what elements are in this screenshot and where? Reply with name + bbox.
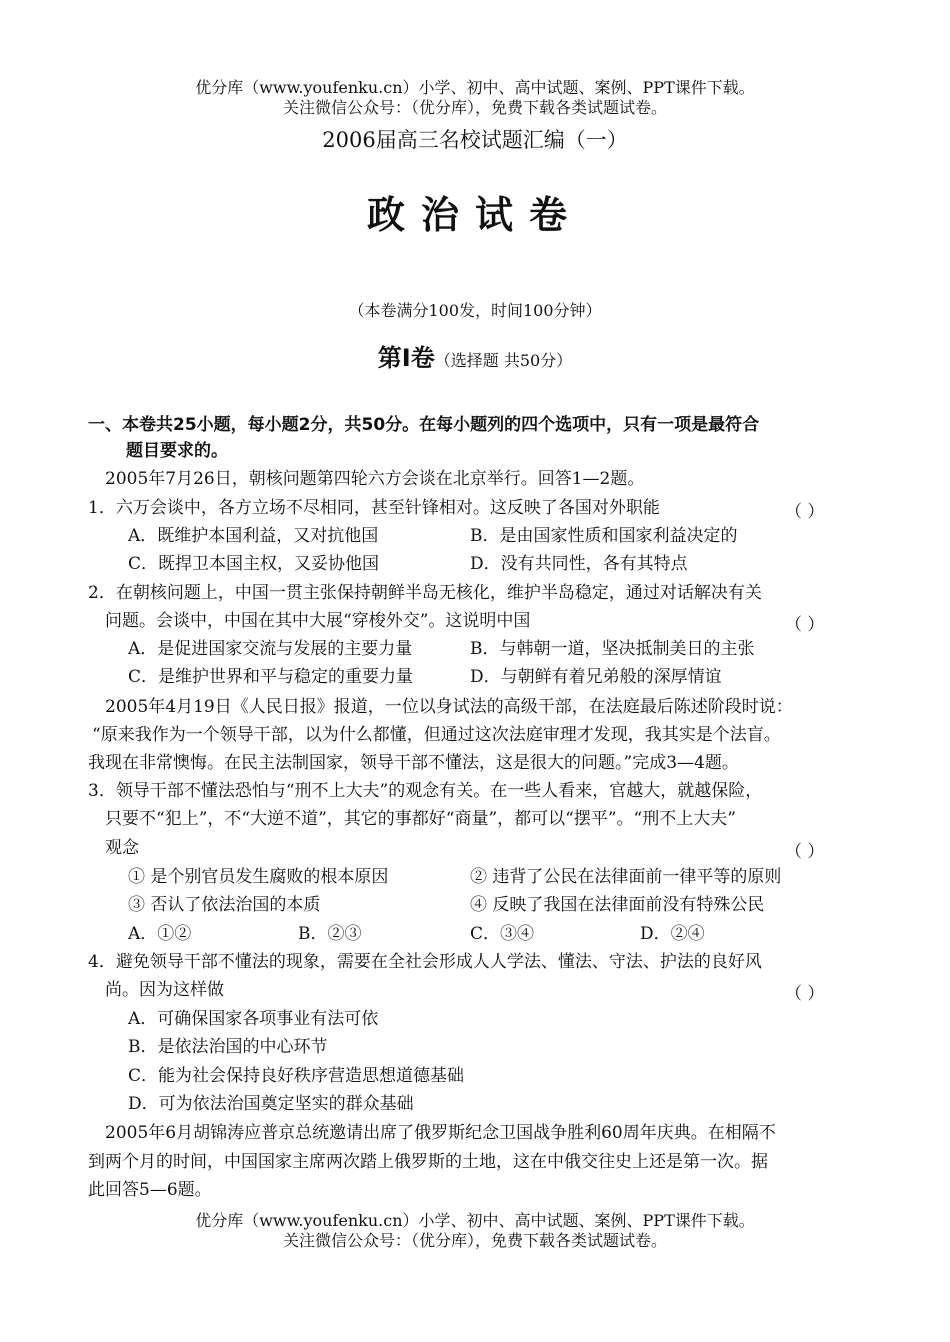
q2-option-b: B．与韩朝一道，坚决抵制美日的主张 — [470, 639, 755, 659]
q3-option-b: B．②③ — [298, 924, 362, 944]
q4-answer-box: （ ） — [785, 984, 825, 1004]
q2-option-a: A．是促进国家交流与发展的主要力量 — [128, 639, 413, 659]
q1-option-b: B．是由国家性质和国家利益决定的 — [470, 526, 738, 546]
context-3-line-1: 2005年6月胡锦涛应普京总统邀请出席了俄罗斯纪念卫国战争胜利60周年庆典。在相隔不 — [105, 1123, 776, 1143]
q2-option-d: D．与朝鲜有着兄弟般的深厚情谊 — [470, 667, 722, 687]
q3-stem-3: 观念 — [105, 838, 139, 858]
q1-option-c: C．既捍卫本国主权，又妥协他国 — [128, 554, 380, 574]
exam-title: 2006届高三名校试题汇编（一） — [322, 128, 628, 152]
q2-stem-2: 问题。会谈中，中国在其中大展“穿梭外交”。这说明中国 — [105, 611, 531, 631]
context-3-line-3: 此回答5—6题。 — [88, 1180, 212, 1200]
q4-option-b: B．是依法治国的中心环节 — [128, 1037, 328, 1057]
q2-stem-1: 2．在朝核问题上，中国一贯主张保持朝鲜半岛无核化，维护半岛稳定，通过对话解决有关 — [88, 583, 762, 603]
footer-line-1: 优分库（www.youfenku.cn）小学、初中、高中试题、案例、PPT课件下载。 — [195, 1211, 755, 1230]
q3-statement-4: ④ 反映了我国在法律面前没有特殊公民 — [470, 895, 765, 915]
q1-option-d: D．没有共同性，各有其特点 — [470, 554, 688, 574]
context-3-line-2: 到两个月的时间，中国国家主席两次踏上俄罗斯的土地，这在中俄交往史上还是第一次。据 — [88, 1152, 768, 1172]
q1-stem: 1．六万会谈中，各方立场不尽相同，甚至针锋相对。这反映了各国对外职能 — [88, 498, 660, 518]
q3-option-a: A．①② — [128, 924, 192, 944]
q3-option-d: D．②④ — [640, 924, 705, 944]
q3-statement-2: ② 违背了公民在法律面前一律平等的原则 — [470, 867, 782, 887]
q3-stem-2: 只要不“犯上”，不“大逆不道”，其它的事都好“商量”，都可以“摆平”。“刑不上大夫” — [105, 809, 736, 829]
q3-option-c: C．③④ — [470, 924, 535, 944]
subject-title: 政治试卷 — [366, 193, 583, 237]
q3-stem-1: 3．领导干部不懂法恐怕与“刑不上大夫”的观念有关。在一些人看来，官越大，就越保险， — [88, 781, 763, 801]
q2-option-c: C．是维护世界和平与稳定的重要力量 — [128, 667, 414, 687]
section-instruction-1: 一、本卷共25小题，每小题2分，共50分。在每小题列的四个选项中，只有一项是最符合 — [88, 415, 760, 435]
q4-stem-1: 4．避免领导干部不懂法的现象，需要在全社会形成人人学法、懂法、守法、护法的良好风 — [88, 952, 762, 972]
q4-option-c: C．能为社会保持良好秩序营造思想道德基础 — [128, 1066, 465, 1086]
exam-note: （本卷满分100发，时间100分钟） — [348, 301, 602, 320]
section-instruction-2: 题目要求的。 — [126, 441, 228, 461]
part-heading-main: 第Ⅰ卷 — [377, 344, 435, 372]
context-1: 2005年7月26日，朝核问题第四轮六方会谈在北京举行。回答1—2题。 — [105, 469, 645, 489]
q1-option-a: A．既维护本国利益，又对抗他国 — [128, 526, 379, 546]
context-2-line-3: 我现在非常懊悔。在民主法制国家，领导干部不懂法，这是很大的问题。”完成3—4题。 — [88, 753, 739, 773]
context-2-line-1: 2005年4月19日《人民日报》报道，一位以身试法的高级干部，在法庭最后陈述阶段时说： — [105, 697, 793, 717]
header-line-2: 关注微信公众号：（优分库），免费下载各类试题试卷。 — [282, 98, 667, 117]
context-2-line-2: “原来我作为一个领导干部，以为什么都懂，但通过这次法庭审理才发现，我其实是个法盲。 — [92, 725, 781, 745]
part-heading — [0, 338, 950, 373]
footer-line-2: 关注微信公众号：（优分库），免费下载各类试题试卷。 — [282, 1231, 667, 1250]
q2-answer-box: （ ） — [785, 615, 825, 635]
q4-stem-2: 尚。因为这样做 — [105, 980, 224, 1000]
header-line-1: 优分库（www.youfenku.cn）小学、初中、高中试题、案例、PPT课件下载。 — [195, 78, 755, 97]
q1-answer-box: （ ） — [785, 502, 825, 522]
q3-answer-box: （ ） — [785, 842, 825, 862]
part-heading-sub: （选择题 共50分） — [434, 351, 573, 370]
q3-statement-1: ① 是个别官员发生腐败的根本原因 — [128, 867, 389, 887]
q4-option-d: D．可为依法治国奠定坚实的群众基础 — [128, 1094, 414, 1114]
q3-statement-3: ③ 否认了依法治国的本质 — [128, 895, 321, 915]
q4-option-a: A．可确保国家各项事业有法可依 — [128, 1009, 379, 1029]
